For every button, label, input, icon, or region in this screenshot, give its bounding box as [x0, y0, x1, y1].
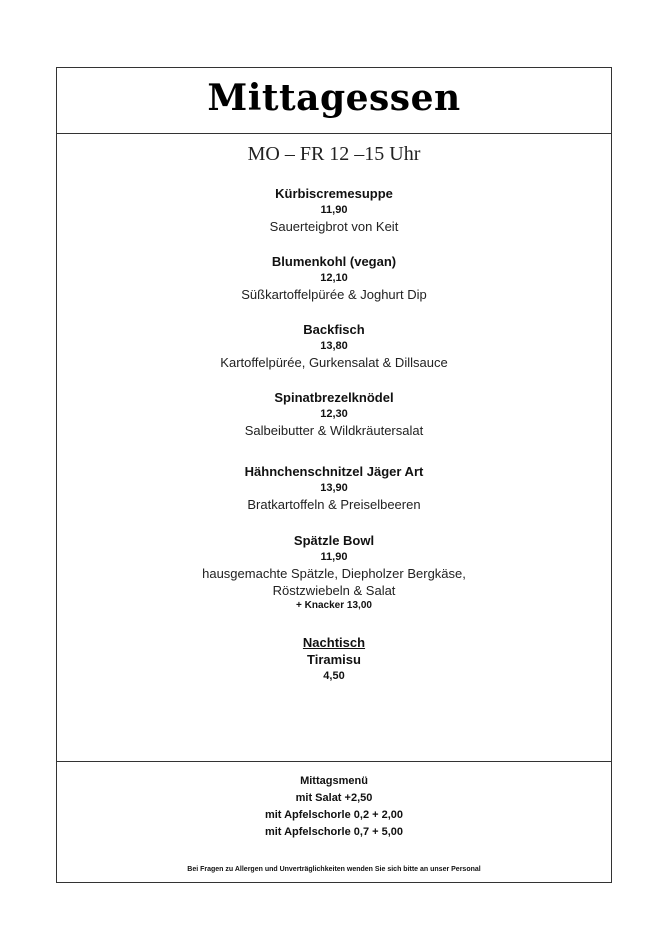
dish-side: Kartoffelpürée, Gurkensalat & Dillsauce [220, 355, 448, 370]
dish-name: Spätzle Bowl [293, 533, 375, 548]
dessert-name: Tiramisu [307, 652, 361, 667]
dish-item [57, 389, 611, 439]
dish-price: 12,30 [320, 408, 348, 420]
allergen-note: Bei Fragen zu Allergen und Unverträglichkeiten wenden Sie sich bitte an unser Personal [187, 866, 481, 873]
dessert-price: 4,50 [323, 670, 345, 682]
opening-hours: MO – FR 12 –15 Uhr [247, 143, 421, 165]
dish-item [57, 185, 611, 235]
dish-price: 11,90 [320, 204, 348, 216]
dish-side: Süßkartoffelpürée & Joghurt Dip [241, 287, 427, 302]
lunch-menu-section [57, 761, 611, 883]
menu-frame [56, 67, 612, 883]
lunch-menu-line: mit Salat +2,50 [295, 792, 373, 804]
dish-name: Backfisch [303, 322, 365, 337]
dish-price: 11,90 [320, 551, 348, 563]
dish-item [57, 532, 611, 613]
dish-side-line: hausgemachte Spätzle, Diepholzer Bergkäse, [202, 566, 466, 581]
dessert-section [57, 635, 611, 684]
dish-name: Blumenkohl (vegan) [271, 254, 397, 269]
dish-name: Spinatbrezelknödel [274, 390, 394, 405]
lunch-menu-line: mit Apfelschorle 0,2 + 2,00 [264, 809, 404, 821]
dish-side: Salbeibutter & Wildkräutersalat [244, 423, 424, 438]
dish-price: 13,90 [320, 482, 348, 494]
dish-price: 13,80 [320, 340, 348, 352]
lunch-menu-line: mit Apfelschorle 0,7 + 5,00 [264, 826, 404, 838]
title-section [57, 68, 611, 134]
page-title: Mittagessen [207, 77, 461, 119]
dish-price: 12,10 [320, 272, 348, 284]
dish-extra: + Knacker 13,00 [296, 600, 372, 611]
dish-name: Kürbiscremesuppe [275, 186, 393, 201]
lunch-menu-title: Mittagsmenü [300, 775, 368, 787]
dish-item [57, 253, 611, 303]
dish-side-line: Röstzwiebeln & Salat [272, 583, 396, 598]
dessert-heading: Nachtisch [302, 635, 366, 650]
dish-item [57, 321, 611, 371]
dish-item [57, 463, 611, 513]
dish-side: Bratkartoffeln & Preiselbeeren [247, 497, 421, 512]
dish-name: Hähnchenschnitzel Jäger Art [244, 464, 424, 479]
dish-side: Sauerteigbrot von Keit [269, 219, 399, 234]
